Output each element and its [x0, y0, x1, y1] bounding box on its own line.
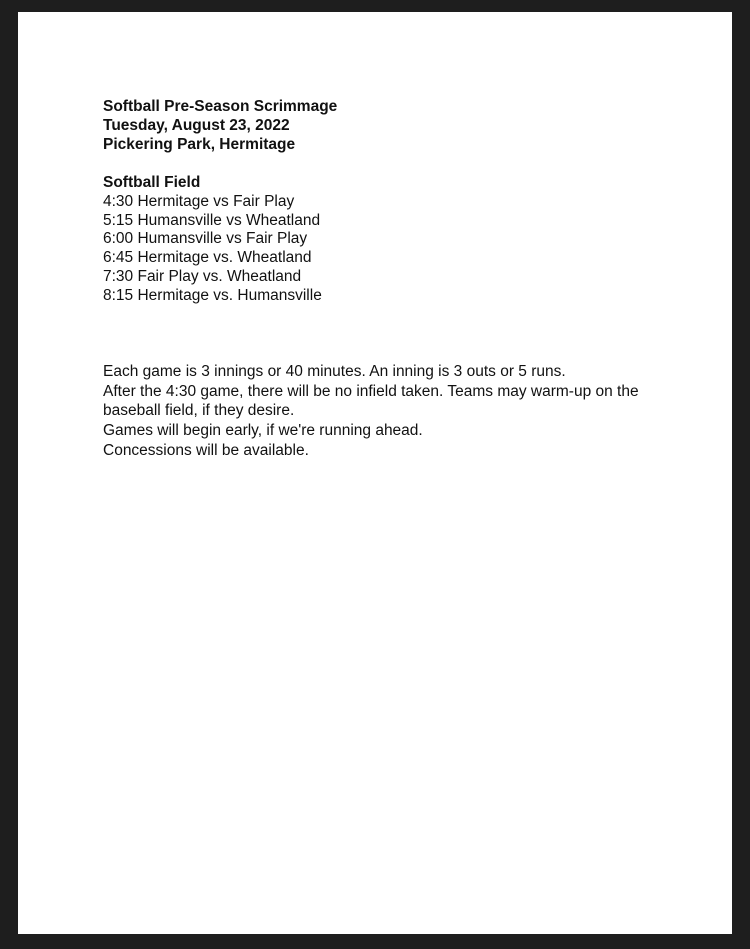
document-content	[103, 98, 663, 461]
spacer	[103, 306, 663, 362]
spacer	[103, 155, 663, 174]
warm-up-note: After the 4:30 game, there will be no infield taken. Teams may warm-up on the baseball field, if they desire.	[103, 382, 639, 420]
game-entry: 4:30 Hermitage vs Fair Play	[103, 192, 295, 210]
event-location: Pickering Park, Hermitage	[103, 135, 296, 153]
game-entry: 6:45 Hermitage vs. Wheatland	[103, 249, 312, 267]
game-entry: 6:00 Humansville vs Fair Play	[103, 230, 308, 248]
game-schedule	[103, 174, 663, 306]
event-notes	[103, 362, 663, 461]
early-start-note: Games will begin early, if we're running ahead.	[103, 421, 423, 439]
game-length-note: Each game is 3 innings or 40 minutes. An inning is 3 outs or 5 runs.	[103, 363, 566, 381]
document-page	[18, 12, 732, 934]
game-entry: 7:30 Fair Play vs. Wheatland	[103, 268, 302, 286]
schedule-heading: Softball Field	[103, 173, 201, 191]
game-entry: 5:15 Humansville vs Wheatland	[103, 211, 321, 229]
event-date: Tuesday, August 23, 2022	[103, 116, 290, 134]
game-entry: 8:15 Hermitage vs. Humansville	[103, 287, 322, 305]
concessions-note: Concessions will be available.	[103, 442, 309, 460]
event-header	[103, 98, 663, 155]
event-title: Softball Pre-Season Scrimmage	[103, 98, 338, 115]
